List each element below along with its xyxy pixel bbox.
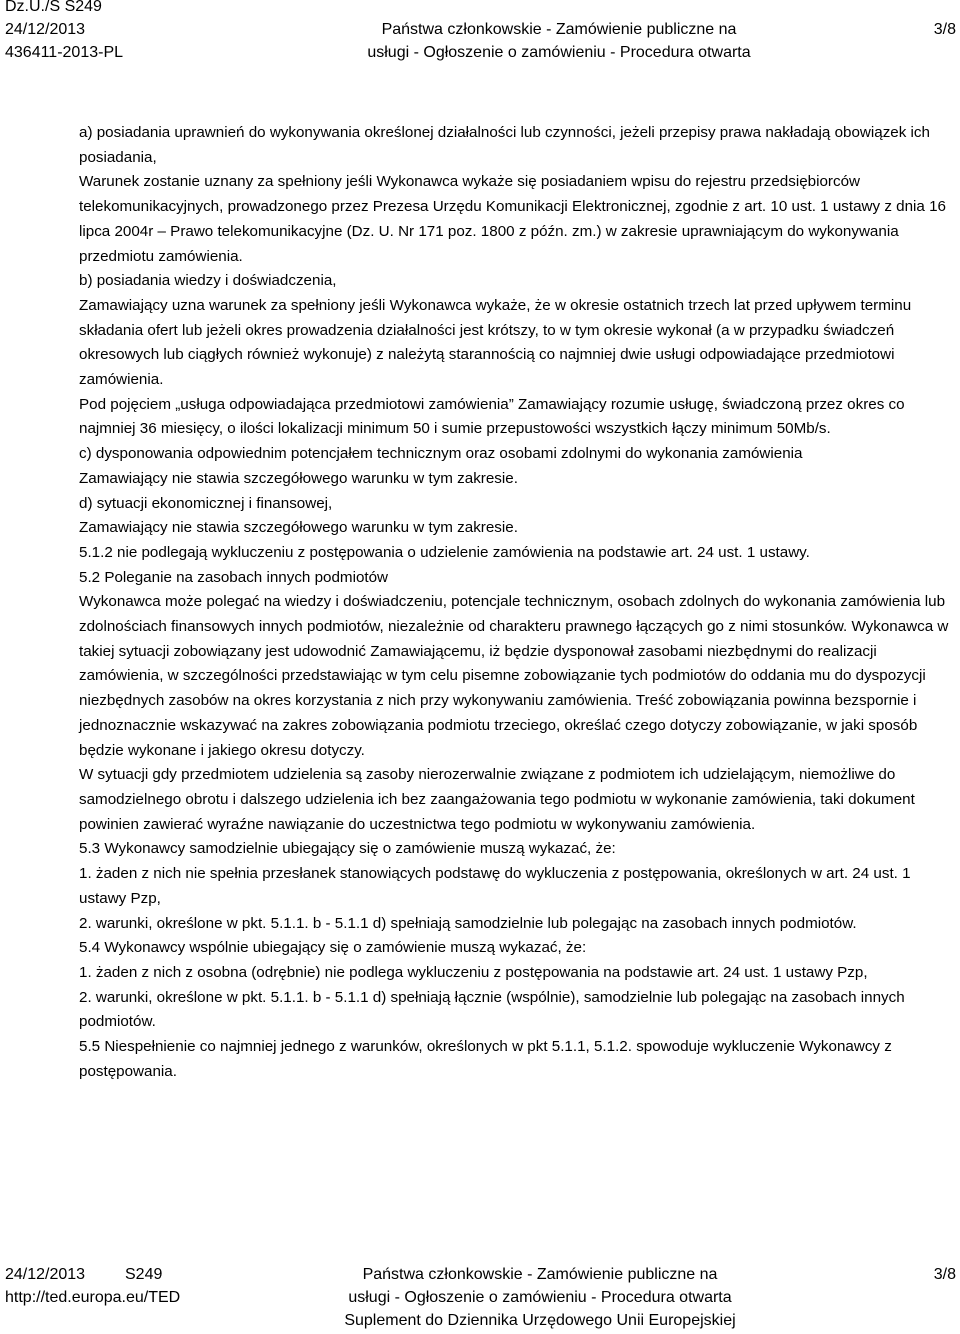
paragraph: 5.5 Niespełnienie co najmniej jednego z warunków, określonych w pkt 5.1.1, 5.1.2. spowoduje wykluczenie Wykonawcy z postępowania.	[79, 1038, 892, 1080]
section-heading: 5.2 Poleganie na zasobach innych podmiotów	[79, 568, 389, 586]
footer-title-line3: Suplement do Dziennika Urzędowego Unii Europejskiej	[344, 1312, 736, 1329]
list-item: 2. warunki, określone w pkt. 5.1.1. b - 5.1.1 d) spełniają łącznie (wspólnie), samodzielnie lub polegając na zasobach innych podmiotów.	[79, 988, 905, 1031]
footer-date: 24/12/2013	[5, 1266, 86, 1283]
paragraph: c) dysponowania odpowiednim potencjałem technicznym oraz osobami zdolnymi do wykonania zamówienia	[79, 445, 803, 463]
notice-id: 436411-2013-PL	[5, 44, 124, 61]
header-page-number: 3/8	[933, 21, 956, 38]
paragraph: 5.1.2 nie podlegają wykluczeniu z postępowania o udzielenie zamówienia na podstawie art. 24 ust. 1 ustawy.	[79, 543, 810, 561]
paragraph: d) sytuacji ekonomicznej i finansowej,	[79, 494, 333, 512]
header-date: 24/12/2013	[5, 21, 86, 38]
paragraph: Zamawiający uzna warunek za spełniony jeśli Wykonawca wykaże, że w okresie ostatnich trzech lat przed upływem terminu składania ofert lub jeżeli okres prowadzenia działalności jest krótszy, to w tym okresie wykonał (a w przypadku świadczeń okresowych lub ciągłych również wykonuje) z należytą starannością co najmniej dwie usługi odpowiadające przedmiotowi zamówienia.	[79, 296, 912, 389]
footer-page-number: 3/8	[933, 1266, 956, 1283]
paragraph: Warunek zostanie uznany za spełniony jeśli Wykonawca wykaże się posiadaniem wpisu do rejestru przedsiębiorców telekomunikacyjnych, prowadzonego przez Prezesa Urzędu Komunikacji Elektronicznej, zgodnie z art. 10 ust. 1 ustawy z dnia 16 lipca 2004r – Prawo telekomunikacyjne (Dz. U. Nr 171 poz. 1800 z późn. zm.) w zakresie uprawniającym do wykonywania przedmiotu zamówienia.	[79, 173, 946, 265]
paragraph: Zamawiający nie stawia szczegółowego warunku w tym zakresie.	[79, 519, 518, 537]
list-item: 1. żaden z nich z osobna (odrębnie) nie podlega wykluczeniu z postępowania na podstawie art. 24 ust. 1 ustawy Pzp,	[79, 963, 868, 981]
paragraph: Wykonawca może polegać na wiedzy i doświadczeniu, potencjale technicznym, osobach zdolnych do wykonania zamówienia lub zdolnościach finansowych innych podmiotów, niezależnie od charakteru prawnego łączących go z nimi stosunków. Wykonawca w takiej sytuacji zobowiązany jest udowodnić Zamawiającemu, iż będzie dysponował zasobami niezbędnymi do realizacji zamówienia, w szczególności przedstawiając w tym celu pisemne zobowiązanie tych podmiotów do oddania mu do dyspozycji niezbędnych zasobów na okres korzystania z nich przy wykonywaniu zamówienia. Treść zobowiązania powinna bezspornie i jednoznacznie wskazywać na zakres zobowiązania podmiotu trzeciego, określać czego dotyczy zobowiązanie, w jaki sposób będzie wykonane i jakiego okresu dotyczy.	[79, 593, 949, 759]
header-title-line2: usługi - Ogłoszenie o zamówieniu - Procedura otwarta	[367, 44, 751, 61]
section-heading: 5.3 Wykonawcy samodzielnie ubiegający się o zamówienie muszą wykazać, że:	[79, 840, 616, 858]
section-heading: 5.4 Wykonawcy wspólnie ubiegający się o zamówienie muszą wykazać, że:	[79, 939, 587, 957]
footer-issue: S249	[125, 1266, 163, 1283]
paragraph: Zamawiający nie stawia szczegółowego warunku w tym zakresie.	[79, 469, 518, 487]
footer-left	[5, 1263, 180, 1309]
list-item: 1. żaden z nich nie spełnia przesłanek stanowiących podstawę do wykluczenia z postępowania, określonych w art. 24 ust. 1 ustawy Pzp,	[79, 865, 911, 907]
header-title-line1: Państwa członkowskie - Zamówienie publiczne na	[381, 21, 737, 38]
paragraph: a) posiadania uprawnień do wykonywania określonej działalności lub czynności, jeżeli przepisy prawa nakładają obowiązek ich posiadania,	[79, 124, 930, 166]
footer-title	[300, 1263, 780, 1332]
journal-ref: Dz.U./S S249	[5, 0, 102, 15]
footer-title-line1: Państwa członkowskie - Zamówienie publiczne na	[362, 1266, 718, 1283]
document-body	[79, 121, 957, 1084]
header-left	[5, 0, 123, 64]
paragraph: b) posiadania wiedzy i doświadczenia,	[79, 272, 337, 290]
paragraph: W sytuacji gdy przedmiotem udzielenia są zasoby nierozerwalnie związane z podmiotem ich udzielającym, niemożliwe do samodzielnego obrotu i dalszego udzielenia ich bez zaangażowania tego podmiotu w wykonanie zamówienia, taki dokument powinien zawierać wyraźne nawiązanie do uczestnictwa tego podmiotu w wykonywaniu zamówienia.	[79, 766, 915, 833]
header-title	[334, 18, 784, 64]
list-item: 2. warunki, określone w pkt. 5.1.1. b - 5.1.1 d) spełniają samodzielnie lub polegając na zasobach innych podmiotów.	[79, 914, 857, 932]
paragraph: Pod pojęciem „usługa odpowiadająca przedmiotowi zamówienia” Zamawiający rozumie usługę, świadczoną przez okres co najmniej 36 miesięcy, o ilości lokalizacji minimum 50 i sumie przepustowości wszystkich łączy minimum 50Mb/s.	[79, 395, 905, 438]
footer-title-line2: usługi - Ogłoszenie o zamówieniu - Procedura otwarta	[348, 1289, 732, 1306]
footer-url[interactable]: http://ted.europa.eu/TED	[5, 1289, 181, 1306]
